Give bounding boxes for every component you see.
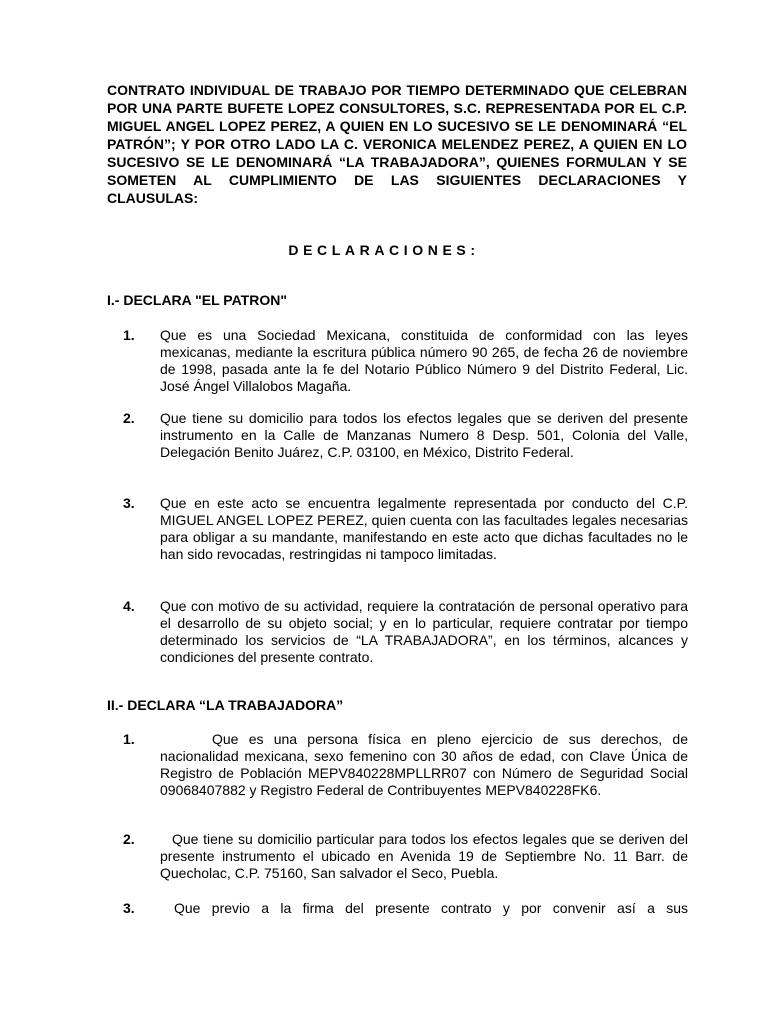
section-heading-patron: I.- DECLARA "EL PATRON" xyxy=(107,292,287,308)
item-text: Que tiene su domicilio para todos los efectos legales que se deriven del presente instrumento en la Calle de Manzanas Numero 8 Desp. 501, Colonia del Valle, Delegación Benito Juárez, C.P. 03100, en México, Distrito Federal. xyxy=(160,410,688,460)
item-text: Que es una Sociedad Mexicana, constituida de conformidad con las leyes mexicanas, mediante la escritura pública número 90 265, de fecha 26 de noviembre de 1998, pasada ante la fe del Notario Público Número 9 del Distrito Federal, Lic. José Ángel Villalobos Magaña. xyxy=(160,327,688,394)
item-number: 2. xyxy=(123,410,135,426)
item-text: Que en este acto se encuentra legalmente representada por conducto del C.P. MIGUEL ANGEL LOPEZ PEREZ, quien cuenta con las facultades legales necesarias para obligar a su mandante, manifestando en este acto que dichas facultades no le han sido revocadas, restringidas ni tampoco limitadas. xyxy=(160,495,688,562)
item-number: 3. xyxy=(123,900,135,916)
item-number: 4. xyxy=(123,598,135,614)
item-number: 3. xyxy=(123,495,135,511)
item-text: Que es una persona física en pleno ejercicio de sus derechos, de nacionalidad mexicana, sexo femenino con 30 años de edad, con Clave Única de Registro de Población MEPV840228MPLLRR07 con Número de Seguridad Social 09068407882 y Registro Federal de Contribuyentes MEPV840228FK6. xyxy=(160,731,688,798)
item-number: 2. xyxy=(123,831,135,847)
contract-title: CONTRATO INDIVIDUAL DE TRABAJO POR TIEMPO DETERMINADO QUE CELEBRAN POR UNA PARTE BUFETE LOPEZ CONSULTORES, S.C. REPRESENTADA POR EL C.P. MIGUEL ANGEL LOPEZ PEREZ, A QUIEN EN LO SUCESIVO SE LE DENOMINARÁ “EL PATRÓN”; Y POR OTRO LADO LA C. VERONICA MELENDEZ PEREZ, A QUIEN EN LO SUCESIVO SE LE DENOMINARÁ “LA TRABAJADORA”, QUIENES FORMULAN Y SE SOMETEN AL CUMPLIMIENTO DE LAS SIGUIENTES DECLARACIONES Y CLAUSULAS: xyxy=(107,82,687,206)
item-number: 1. xyxy=(123,731,135,747)
item-text: Que con motivo de su actividad, requiere la contratación de personal operativo para el desarrollo de su objeto social; y en lo particular, requiere contratar por tiempo determinado los servicios de “LA TRABAJADORA”, en los términos, alcances y condiciones del presente contrato. xyxy=(160,598,688,665)
item-text: Que previo a la firma del presente contrato y por convenir así a sus xyxy=(174,900,688,916)
item-number: 1. xyxy=(123,327,135,343)
item-text: Que tiene su domicilio particular para todos los efectos legales que se deriven del presente instrumento el ubicado en Avenida 19 de Septiembre No. 11 Barr. de Quecholac, C.P. 75160, San salvador el Seco, Puebla. xyxy=(160,831,688,881)
section-heading-trabajadora: II.- DECLARA “LA TRABAJADORA” xyxy=(107,697,344,713)
declaraciones-heading: DECLARACIONES: xyxy=(288,242,480,258)
